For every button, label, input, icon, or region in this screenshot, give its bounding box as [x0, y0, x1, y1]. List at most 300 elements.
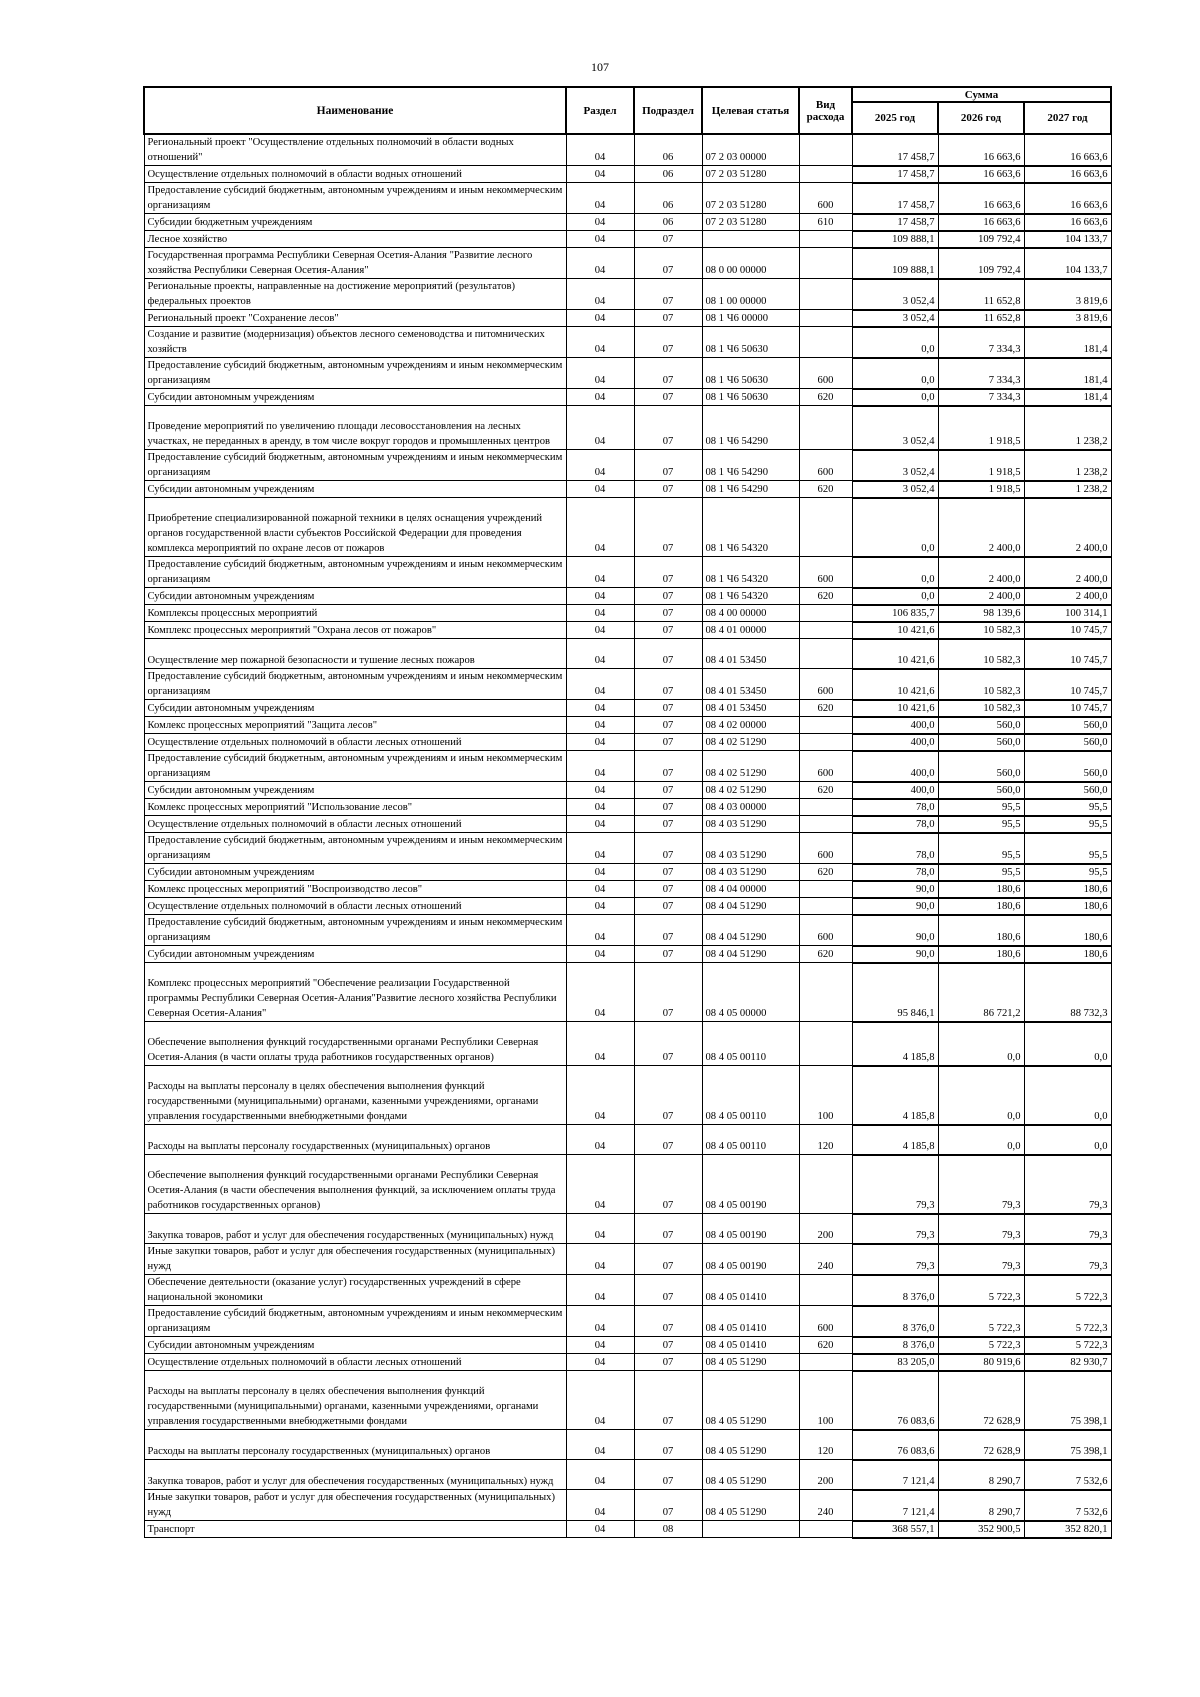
- table-row: [144, 639, 1111, 669]
- row-subsection: 07: [634, 498, 702, 557]
- row-amount-2026: 109 792,4: [938, 248, 1024, 279]
- table-row: [144, 622, 1111, 639]
- table-row: [144, 557, 1111, 588]
- row-amount-2027: 3 819,6: [1024, 310, 1111, 327]
- row-amount-2027: 95,5: [1024, 816, 1111, 833]
- row-section: 04: [566, 669, 634, 700]
- row-amount-2025: 109 888,1: [852, 231, 938, 248]
- row-expense-type: 620: [799, 481, 852, 498]
- row-expense-type: [799, 963, 852, 1022]
- row-section: 04: [566, 605, 634, 622]
- row-target-item: 08 1 Ч6 50630: [702, 327, 799, 358]
- row-amount-2027: 95,5: [1024, 833, 1111, 864]
- table-row: [144, 881, 1111, 898]
- page-number: 107: [591, 60, 609, 74]
- row-amount-2027: 82 930,7: [1024, 1354, 1111, 1371]
- row-subsection: 06: [634, 214, 702, 231]
- row-expense-type: 600: [799, 751, 852, 782]
- row-name: Субсидии автономным учреждениям: [144, 946, 566, 963]
- row-amount-2025: 95 846,1: [852, 963, 938, 1022]
- row-name: Субсидии бюджетным учреждениям: [144, 214, 566, 231]
- row-amount-2027: 181,4: [1024, 327, 1111, 358]
- row-expense-type: [799, 734, 852, 751]
- row-amount-2027: 5 722,3: [1024, 1306, 1111, 1337]
- row-section: 04: [566, 864, 634, 881]
- row-amount-2025: 10 421,6: [852, 622, 938, 639]
- row-section: 04: [566, 734, 634, 751]
- row-section: 04: [566, 279, 634, 310]
- row-amount-2025: 0,0: [852, 389, 938, 406]
- row-target-item: 08 1 Ч6 54290: [702, 481, 799, 498]
- row-amount-2026: 11 652,8: [938, 279, 1024, 310]
- row-amount-2025: 8 376,0: [852, 1275, 938, 1306]
- row-expense-type: 620: [799, 782, 852, 799]
- row-amount-2027: 1 238,2: [1024, 406, 1111, 450]
- row-name: Расходы на выплаты персоналу в целях обеспечения выполнения функций государственными (муниципальными) органами, казенными учреждениями, органами управления государственными внебюджетными фондами: [144, 1066, 566, 1125]
- row-subsection: 07: [634, 588, 702, 605]
- table-row: [144, 1521, 1111, 1538]
- row-amount-2026: 560,0: [938, 717, 1024, 734]
- row-amount-2027: 10 745,7: [1024, 622, 1111, 639]
- row-amount-2027: 180,6: [1024, 898, 1111, 915]
- row-amount-2027: 1 238,2: [1024, 450, 1111, 481]
- row-section: 04: [566, 963, 634, 1022]
- row-amount-2025: 10 421,6: [852, 669, 938, 700]
- row-expense-type: 600: [799, 358, 852, 389]
- row-target-item: 07 2 03 00000: [702, 134, 799, 166]
- row-target-item: 08 1 Ч6 50630: [702, 358, 799, 389]
- header-target-item: Целевая статья: [702, 87, 799, 134]
- row-section: 04: [566, 1354, 634, 1371]
- row-name: Субсидии автономным учреждениям: [144, 588, 566, 605]
- row-target-item: 08 4 04 51290: [702, 946, 799, 963]
- row-target-item: [702, 231, 799, 248]
- row-amount-2026: 560,0: [938, 751, 1024, 782]
- row-expense-type: 600: [799, 833, 852, 864]
- row-section: 04: [566, 717, 634, 734]
- table-row: [144, 248, 1111, 279]
- row-amount-2027: 95,5: [1024, 799, 1111, 816]
- row-amount-2027: 560,0: [1024, 751, 1111, 782]
- row-name: Осуществление отдельных полномочий в области лесных отношений: [144, 1354, 566, 1371]
- table-row: [144, 358, 1111, 389]
- row-target-item: 08 4 05 51290: [702, 1430, 799, 1460]
- row-subsection: 07: [634, 310, 702, 327]
- row-name: Комлекс процессных мероприятий "Защита лесов": [144, 717, 566, 734]
- row-amount-2026: 1 918,5: [938, 406, 1024, 450]
- row-target-item: 08 4 05 00110: [702, 1066, 799, 1125]
- table-row: [144, 498, 1111, 557]
- row-expense-type: 600: [799, 450, 852, 481]
- row-subsection: 07: [634, 1275, 702, 1306]
- row-target-item: 08 4 05 01410: [702, 1275, 799, 1306]
- row-amount-2026: 86 721,2: [938, 963, 1024, 1022]
- row-amount-2026: 7 334,3: [938, 358, 1024, 389]
- row-amount-2027: 1 238,2: [1024, 481, 1111, 498]
- table-row: [144, 214, 1111, 231]
- row-amount-2027: 79,3: [1024, 1155, 1111, 1214]
- row-amount-2025: 400,0: [852, 751, 938, 782]
- table-row: [144, 782, 1111, 799]
- header-year-2027: 2027 год: [1024, 102, 1111, 134]
- row-name: Комлекс процессных мероприятий "Воспроизводство лесов": [144, 881, 566, 898]
- row-amount-2025: 368 557,1: [852, 1521, 938, 1538]
- table-row: [144, 1155, 1111, 1214]
- row-subsection: 07: [634, 669, 702, 700]
- row-expense-type: [799, 166, 852, 183]
- row-expense-type: [799, 898, 852, 915]
- row-amount-2025: 400,0: [852, 717, 938, 734]
- row-amount-2027: 5 722,3: [1024, 1337, 1111, 1354]
- row-amount-2027: 10 745,7: [1024, 669, 1111, 700]
- row-expense-type: 620: [799, 588, 852, 605]
- row-amount-2027: 75 398,1: [1024, 1430, 1111, 1460]
- row-name: Комплекс процессных мероприятий "Охрана лесов от пожаров": [144, 622, 566, 639]
- table-row: [144, 717, 1111, 734]
- row-amount-2026: 79,3: [938, 1244, 1024, 1275]
- row-name: Проведение мероприятий по увеличению площади лесовосстановления на лесных участках, не переданных в аренду, в том числе вокруг городов и промышленных центров: [144, 406, 566, 450]
- row-subsection: 06: [634, 134, 702, 166]
- row-name: Расходы на выплаты персоналу государственных (муниципальных) органов: [144, 1125, 566, 1155]
- row-target-item: 08 4 01 53450: [702, 639, 799, 669]
- row-target-item: 08 4 03 51290: [702, 816, 799, 833]
- row-expense-type: 600: [799, 669, 852, 700]
- row-target-item: 08 4 05 00190: [702, 1244, 799, 1275]
- row-expense-type: 620: [799, 946, 852, 963]
- row-name: Комплексы процессных мероприятий: [144, 605, 566, 622]
- row-target-item: 08 4 02 00000: [702, 717, 799, 734]
- row-name: Создание и развитие (модернизация) объектов лесного семеноводства и питомнических хозяйств: [144, 327, 566, 358]
- table-row: [144, 1125, 1111, 1155]
- row-amount-2027: 104 133,7: [1024, 248, 1111, 279]
- row-amount-2025: 79,3: [852, 1214, 938, 1244]
- row-amount-2025: 4 185,8: [852, 1066, 938, 1125]
- row-amount-2027: 180,6: [1024, 881, 1111, 898]
- row-amount-2026: 72 628,9: [938, 1430, 1024, 1460]
- row-subsection: 07: [634, 734, 702, 751]
- row-name: Обеспечение выполнения функций государственными органами Республики Северная Осетия-Алания (в части обеспечения выполнения функций, за исключением оплаты труда работников государственных органов): [144, 1155, 566, 1214]
- row-amount-2027: 180,6: [1024, 915, 1111, 946]
- row-target-item: 08 4 05 51290: [702, 1354, 799, 1371]
- row-expense-type: 600: [799, 557, 852, 588]
- row-name: Предоставление субсидий бюджетным, автономным учреждениям и иным некоммерческим организациям: [144, 1306, 566, 1337]
- row-subsection: 07: [634, 327, 702, 358]
- row-expense-type: [799, 1354, 852, 1371]
- row-amount-2025: 4 185,8: [852, 1022, 938, 1066]
- row-amount-2026: 95,5: [938, 833, 1024, 864]
- table-row: [144, 898, 1111, 915]
- row-amount-2026: 16 663,6: [938, 134, 1024, 166]
- row-amount-2026: 180,6: [938, 946, 1024, 963]
- row-name: Осуществление отдельных полномочий в области лесных отношений: [144, 898, 566, 915]
- row-name: Субсидии автономным учреждениям: [144, 700, 566, 717]
- row-section: 04: [566, 898, 634, 915]
- row-section: 04: [566, 751, 634, 782]
- row-amount-2027: 2 400,0: [1024, 557, 1111, 588]
- row-subsection: 07: [634, 717, 702, 734]
- row-amount-2026: 2 400,0: [938, 498, 1024, 557]
- row-target-item: 07 2 03 51280: [702, 166, 799, 183]
- row-section: 04: [566, 183, 634, 214]
- row-amount-2025: 79,3: [852, 1244, 938, 1275]
- row-amount-2027: 0,0: [1024, 1125, 1111, 1155]
- row-amount-2026: 2 400,0: [938, 588, 1024, 605]
- row-subsection: 07: [634, 1490, 702, 1521]
- row-amount-2026: 79,3: [938, 1155, 1024, 1214]
- row-expense-type: 120: [799, 1430, 852, 1460]
- row-amount-2025: 106 835,7: [852, 605, 938, 622]
- row-subsection: 07: [634, 898, 702, 915]
- row-section: 04: [566, 782, 634, 799]
- row-name: Субсидии автономным учреждениям: [144, 481, 566, 498]
- row-amount-2025: 3 052,4: [852, 279, 938, 310]
- row-section: 04: [566, 588, 634, 605]
- header-subsection: Подраздел: [634, 87, 702, 134]
- row-section: 04: [566, 639, 634, 669]
- row-name: Региональные проекты, направленные на достижение мероприятий (результатов) федеральных проектов: [144, 279, 566, 310]
- row-subsection: 07: [634, 1155, 702, 1214]
- row-subsection: 07: [634, 248, 702, 279]
- row-subsection: 06: [634, 166, 702, 183]
- row-name: Расходы на выплаты персоналу государственных (муниципальных) органов: [144, 1430, 566, 1460]
- header-year-2026: 2026 год: [938, 102, 1024, 134]
- row-amount-2025: 3 052,4: [852, 481, 938, 498]
- row-section: 04: [566, 481, 634, 498]
- row-amount-2026: 11 652,8: [938, 310, 1024, 327]
- row-section: 04: [566, 406, 634, 450]
- row-amount-2025: 0,0: [852, 498, 938, 557]
- row-subsection: 07: [634, 1354, 702, 1371]
- row-expense-type: 600: [799, 1306, 852, 1337]
- row-target-item: 08 4 05 51290: [702, 1490, 799, 1521]
- row-target-item: 08 4 04 51290: [702, 915, 799, 946]
- row-amount-2027: 560,0: [1024, 734, 1111, 751]
- row-expense-type: [799, 279, 852, 310]
- row-expense-type: [799, 498, 852, 557]
- row-section: 04: [566, 327, 634, 358]
- row-amount-2026: 10 582,3: [938, 622, 1024, 639]
- row-amount-2025: 0,0: [852, 358, 938, 389]
- row-amount-2026: 0,0: [938, 1066, 1024, 1125]
- table-row: [144, 1490, 1111, 1521]
- row-subsection: 07: [634, 864, 702, 881]
- row-amount-2027: 560,0: [1024, 717, 1111, 734]
- row-amount-2026: 5 722,3: [938, 1337, 1024, 1354]
- row-expense-type: 620: [799, 700, 852, 717]
- row-name: Транспорт: [144, 1521, 566, 1538]
- row-amount-2027: 16 663,6: [1024, 183, 1111, 214]
- row-amount-2027: 100 314,1: [1024, 605, 1111, 622]
- row-amount-2026: 72 628,9: [938, 1371, 1024, 1430]
- row-expense-type: 240: [799, 1490, 852, 1521]
- row-name: Предоставление субсидий бюджетным, автономным учреждениям и иным некоммерческим организациям: [144, 915, 566, 946]
- table-row: [144, 1244, 1111, 1275]
- row-amount-2025: 8 376,0: [852, 1306, 938, 1337]
- row-subsection: 07: [634, 1306, 702, 1337]
- row-subsection: 07: [634, 782, 702, 799]
- table-row: [144, 588, 1111, 605]
- row-amount-2025: 17 458,7: [852, 166, 938, 183]
- row-section: 04: [566, 1214, 634, 1244]
- row-amount-2025: 0,0: [852, 327, 938, 358]
- row-subsection: 07: [634, 279, 702, 310]
- row-section: 04: [566, 1430, 634, 1460]
- row-section: 04: [566, 1337, 634, 1354]
- row-amount-2027: 10 745,7: [1024, 639, 1111, 669]
- row-amount-2025: 17 458,7: [852, 214, 938, 231]
- row-amount-2026: 5 722,3: [938, 1275, 1024, 1306]
- row-target-item: 07 2 03 51280: [702, 183, 799, 214]
- row-amount-2026: 79,3: [938, 1214, 1024, 1244]
- row-expense-type: [799, 717, 852, 734]
- row-target-item: 08 1 Ч6 54290: [702, 450, 799, 481]
- row-amount-2025: 400,0: [852, 782, 938, 799]
- row-amount-2026: 7 334,3: [938, 389, 1024, 406]
- row-section: 04: [566, 450, 634, 481]
- row-subsection: 07: [634, 1337, 702, 1354]
- row-name: Комлекс процессных мероприятий "Использование лесов": [144, 799, 566, 816]
- row-target-item: 08 1 Ч6 50630: [702, 389, 799, 406]
- table-row: [144, 1066, 1111, 1125]
- table-row: [144, 1214, 1111, 1244]
- row-target-item: 08 4 05 51290: [702, 1371, 799, 1430]
- row-expense-type: 240: [799, 1244, 852, 1275]
- row-amount-2026: 7 334,3: [938, 327, 1024, 358]
- row-amount-2026: 16 663,6: [938, 214, 1024, 231]
- row-amount-2026: 95,5: [938, 816, 1024, 833]
- row-amount-2027: 181,4: [1024, 389, 1111, 406]
- row-amount-2025: 78,0: [852, 864, 938, 881]
- row-name: Региональный проект "Осуществление отдельных полномочий в области водных отношений": [144, 134, 566, 166]
- row-amount-2026: 180,6: [938, 898, 1024, 915]
- row-expense-type: [799, 1022, 852, 1066]
- row-subsection: 07: [634, 946, 702, 963]
- row-name: Предоставление субсидий бюджетным, автономным учреждениям и иным некоммерческим организациям: [144, 751, 566, 782]
- row-expense-type: [799, 310, 852, 327]
- row-subsection: 07: [634, 406, 702, 450]
- row-name: Государственная программа Республики Северная Осетия-Алания "Развитие лесного хозяйства Республики Северная Осетия-Алания": [144, 248, 566, 279]
- row-expense-type: [799, 605, 852, 622]
- row-section: 04: [566, 816, 634, 833]
- table-row: [144, 864, 1111, 881]
- row-section: 04: [566, 881, 634, 898]
- row-section: 04: [566, 1521, 634, 1538]
- row-name: Иные закупки товаров, работ и услуг для обеспечения государственных (муниципальных) нужд: [144, 1244, 566, 1275]
- row-subsection: 07: [634, 1125, 702, 1155]
- row-target-item: 08 4 02 51290: [702, 782, 799, 799]
- row-amount-2027: 180,6: [1024, 946, 1111, 963]
- row-target-item: 08 4 03 00000: [702, 799, 799, 816]
- row-target-item: 08 4 01 53450: [702, 669, 799, 700]
- row-section: 04: [566, 915, 634, 946]
- row-amount-2025: 90,0: [852, 898, 938, 915]
- table-row: [144, 389, 1111, 406]
- row-name: Субсидии автономным учреждениям: [144, 864, 566, 881]
- table-row: [144, 833, 1111, 864]
- row-section: 04: [566, 557, 634, 588]
- row-amount-2027: 352 820,1: [1024, 1521, 1111, 1538]
- row-name: Предоставление субсидий бюджетным, автономным учреждениям и иным некоммерческим организациям: [144, 183, 566, 214]
- row-target-item: 08 1 Ч6 54320: [702, 557, 799, 588]
- table-row: [144, 751, 1111, 782]
- row-name: Осуществление отдельных полномочий в области лесных отношений: [144, 816, 566, 833]
- row-amount-2025: 400,0: [852, 734, 938, 751]
- row-expense-type: 620: [799, 864, 852, 881]
- header-year-2025: 2025 год: [852, 102, 938, 134]
- row-target-item: 08 4 00 00000: [702, 605, 799, 622]
- row-amount-2027: 10 745,7: [1024, 700, 1111, 717]
- row-section: 04: [566, 1022, 634, 1066]
- row-section: 04: [566, 1244, 634, 1275]
- row-amount-2025: 10 421,6: [852, 639, 938, 669]
- row-amount-2025: 90,0: [852, 915, 938, 946]
- row-amount-2027: 7 532,6: [1024, 1490, 1111, 1521]
- row-amount-2025: 7 121,4: [852, 1460, 938, 1490]
- row-target-item: [702, 1521, 799, 1538]
- row-amount-2026: 1 918,5: [938, 481, 1024, 498]
- row-amount-2027: 7 532,6: [1024, 1460, 1111, 1490]
- row-amount-2027: 181,4: [1024, 358, 1111, 389]
- row-expense-type: [799, 134, 852, 166]
- row-expense-type: [799, 639, 852, 669]
- budget-table: [143, 86, 1112, 1539]
- row-name: Закупка товаров, работ и услуг для обеспечения государственных (муниципальных) нужд: [144, 1214, 566, 1244]
- table-row: [144, 279, 1111, 310]
- row-section: 04: [566, 310, 634, 327]
- row-expense-type: 120: [799, 1125, 852, 1155]
- row-amount-2027: 2 400,0: [1024, 588, 1111, 605]
- row-amount-2025: 3 052,4: [852, 450, 938, 481]
- row-section: 04: [566, 946, 634, 963]
- row-amount-2026: 352 900,5: [938, 1521, 1024, 1538]
- table-row: [144, 481, 1111, 498]
- row-target-item: 08 4 05 00110: [702, 1125, 799, 1155]
- table-row: [144, 327, 1111, 358]
- row-expense-type: [799, 622, 852, 639]
- row-section: 04: [566, 231, 634, 248]
- row-amount-2025: 90,0: [852, 881, 938, 898]
- row-expense-type: [799, 881, 852, 898]
- row-amount-2025: 78,0: [852, 833, 938, 864]
- row-name: Осуществление мер пожарной безопасности и тушение лесных пожаров: [144, 639, 566, 669]
- row-name: Осуществление отдельных полномочий в области водных отношений: [144, 166, 566, 183]
- row-subsection: 07: [634, 639, 702, 669]
- row-amount-2027: 0,0: [1024, 1066, 1111, 1125]
- row-name: Предоставление субсидий бюджетным, автономным учреждениям и иным некоммерческим организациям: [144, 450, 566, 481]
- row-expense-type: 610: [799, 214, 852, 231]
- row-amount-2027: 16 663,6: [1024, 214, 1111, 231]
- row-target-item: 08 4 04 00000: [702, 881, 799, 898]
- row-amount-2027: 16 663,6: [1024, 134, 1111, 166]
- row-expense-type: 200: [799, 1214, 852, 1244]
- table-row: [144, 1022, 1111, 1066]
- row-subsection: 07: [634, 481, 702, 498]
- table-row: [144, 1460, 1111, 1490]
- row-amount-2026: 560,0: [938, 734, 1024, 751]
- row-name: Региональный проект "Сохранение лесов": [144, 310, 566, 327]
- row-section: 04: [566, 214, 634, 231]
- row-amount-2025: 78,0: [852, 799, 938, 816]
- row-name: Предоставление субсидий бюджетным, автономным учреждениям и иным некоммерческим организациям: [144, 358, 566, 389]
- row-name: Закупка товаров, работ и услуг для обеспечения государственных (муниципальных) нужд: [144, 1460, 566, 1490]
- row-section: 04: [566, 1155, 634, 1214]
- row-name: Предоставление субсидий бюджетным, автономным учреждениям и иным некоммерческим организациям: [144, 833, 566, 864]
- row-name: Субсидии автономным учреждениям: [144, 1337, 566, 1354]
- row-amount-2025: 4 185,8: [852, 1125, 938, 1155]
- row-amount-2025: 78,0: [852, 816, 938, 833]
- row-amount-2026: 8 290,7: [938, 1490, 1024, 1521]
- table-row: [144, 946, 1111, 963]
